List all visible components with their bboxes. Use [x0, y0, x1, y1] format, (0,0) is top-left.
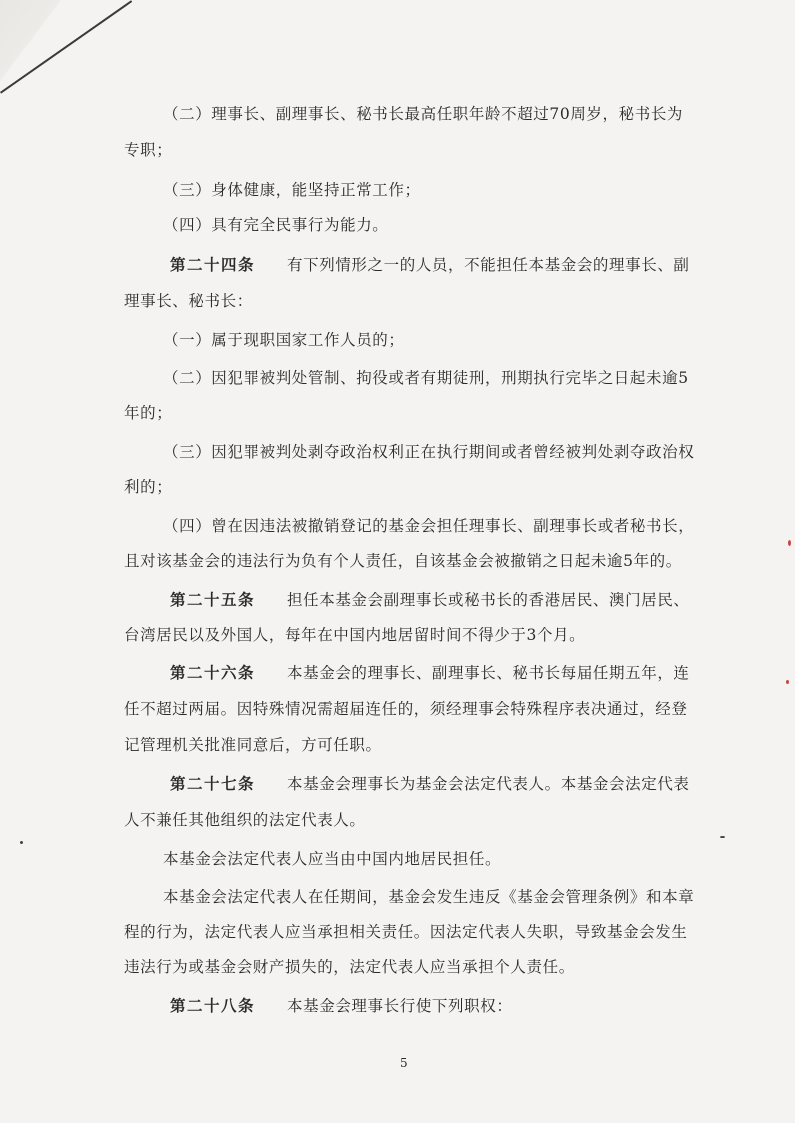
text-line: 程的行为，法定代表人应当承担相关责任。因法定代表人失职，导致基金会发生 [124, 923, 688, 941]
text-line: 人不兼任其他组织的法定代表人。 [124, 811, 366, 829]
scan-speck [720, 836, 725, 838]
article-text: 本基金会理事长为基金会法定代表人。本基金会法定代表 [287, 775, 690, 793]
text-line: （四）具有完全民事行为能力。 [163, 216, 389, 234]
text-line: 本基金会法定代表人应当由中国内地居民担任。 [163, 850, 502, 868]
text-line: 利的； [124, 478, 173, 496]
article-25 [170, 590, 690, 610]
scan-speck [788, 540, 791, 546]
article-26 [170, 663, 690, 683]
article-28 [170, 996, 512, 1016]
text-line: 本基金会法定代表人在任期间，基金会发生违反《基金会管理条例》和本章 [163, 888, 695, 906]
article-number: 第二十八条 [170, 997, 256, 1015]
article-text: 本基金会的理事长、副理事长、秘书长每届任期五年，连 [287, 664, 690, 682]
article-27 [170, 774, 690, 794]
text-line: （二）因犯罪被判处管制、拘役或者有期徒刑，刑期执行完毕之日起未逾5 [163, 369, 689, 387]
text-line: 理事长、秘书长： [124, 292, 253, 310]
text-line: （二）理事长、副理事长、秘书长最高任职年龄不超过70周岁，秘书长为 [163, 105, 684, 123]
text-line: 且对该基金会的违法行为负有个人责任，自该基金会被撤销之日起未逾5年的。 [124, 552, 682, 570]
text-line: （四）曾在因违法被撤销登记的基金会担任理事长、副理事长或者秘书长， [163, 517, 695, 535]
text-line: 专职； [124, 141, 173, 159]
text-line: 记管理机关批准同意后，方可任职。 [124, 736, 382, 754]
article-number: 第二十六条 [170, 664, 256, 682]
text-line: （三）身体健康，能坚持正常工作； [163, 181, 421, 199]
text-line: （三）因犯罪被判处剥夺政治权利正在执行期间或者曾经被判处剥夺政治权 [163, 443, 695, 461]
text-line: （一）属于现职国家工作人员的； [163, 331, 405, 349]
article-number: 第二十七条 [170, 775, 256, 793]
article-number: 第二十四条 [170, 256, 256, 274]
page-number: 5 [400, 1056, 408, 1070]
text-line: 任不超过两届。因特殊情况需超届连任的，须经理事会特殊程序表决通过，经登 [124, 700, 688, 718]
article-text: 担任本基金会副理事长或秘书长的香港居民、澳门居民、 [287, 591, 690, 609]
text-line: 台湾居民以及外国人，每年在中国内地居留时间不得少于3个月。 [124, 626, 586, 644]
article-text: 本基金会理事长行使下列职权： [287, 997, 513, 1015]
text-line: 违法行为或基金会财产损失的，法定代表人应当承担个人责任。 [124, 958, 575, 976]
article-number: 第二十五条 [170, 591, 256, 609]
scan-speck [786, 680, 789, 684]
text-line: 年的； [124, 404, 173, 422]
article-text: 有下列情形之一的人员，不能担任本基金会的理事长、副 [287, 256, 690, 274]
article-24 [170, 255, 690, 275]
scan-speck [20, 841, 23, 844]
